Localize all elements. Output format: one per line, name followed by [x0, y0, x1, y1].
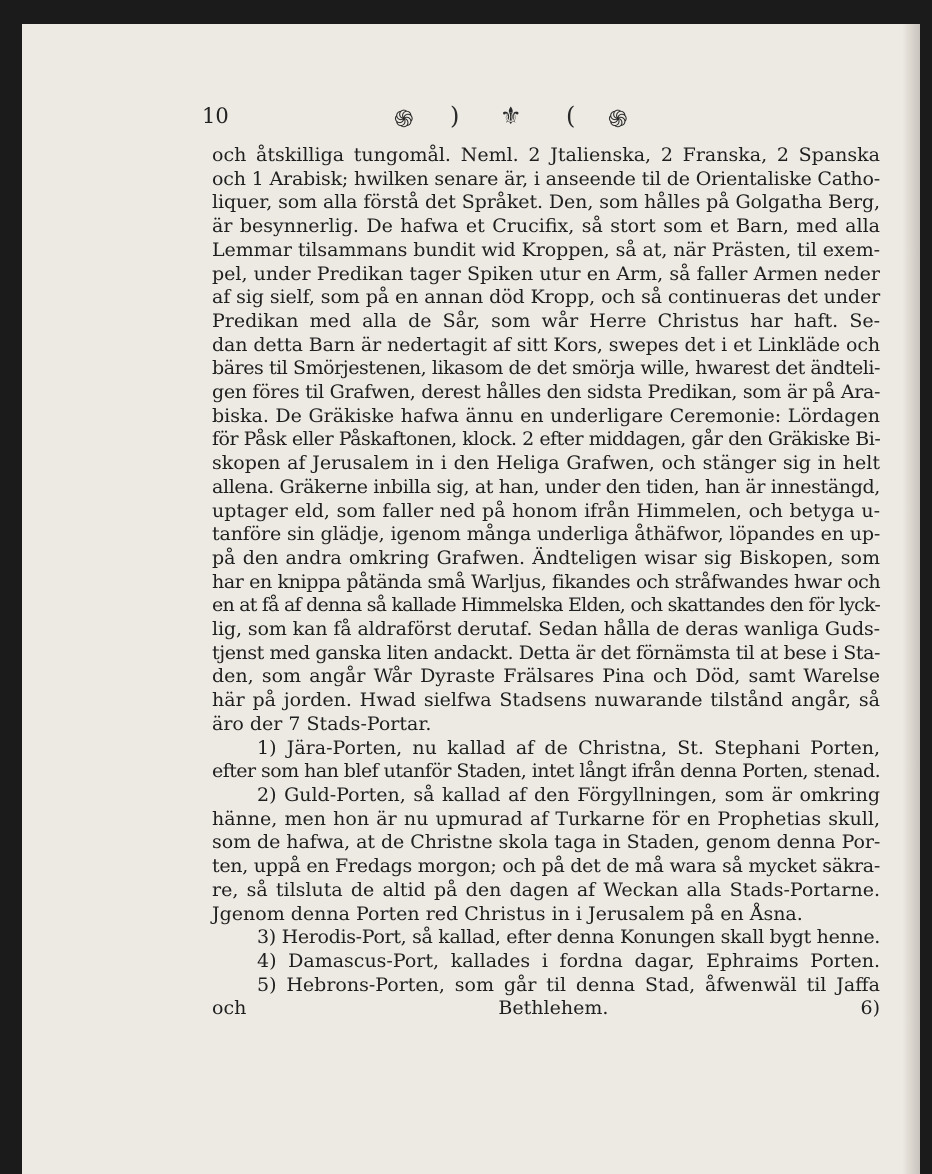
- gate-5-line: och Bethlehem. 6): [212, 997, 880, 1020]
- text-line: äro der 7 Stads-Portar.: [212, 712, 432, 735]
- text-line: har en knippa påtända små Warljus, fikandes och stråfwandes hwar och: [212, 570, 881, 593]
- text-line: af sig sielf, som på en annan död Kropp, och så continueras det under: [212, 286, 881, 309]
- text-line: skopen af Jerusalem in i den Heliga Grafwen, och stänger sig in helt: [212, 452, 880, 475]
- text-line: Lemmar tilsammans bundit wid Kroppen, så at, när Prästen, til exem-: [212, 238, 880, 261]
- text-line: liquer, som alla förstå det Språket. Den, som hålles på Golgatha Berg,: [212, 191, 880, 214]
- gate-2-line: ten, uppå en Fredags morgon; och på det de må wara så mycket säkra-: [212, 855, 880, 878]
- text-line: för Påsk eller Påskaftonen, klock. 2 efter middagen, går den Gräkiske Bi-: [212, 428, 881, 451]
- text-line: pel, under Predikan tager Spiken utur en Arm, så faller Armen neder: [212, 262, 880, 285]
- gate-2-line: hänne, men hon är nu upmurad af Turkarne för en Prophetias skull,: [212, 807, 880, 830]
- ornament-left-icon: ֍: [394, 105, 414, 133]
- book-page: [22, 24, 920, 1174]
- gate-4-line: 4) Damascus-Port, kallades i fordna dagar, Ephraims Porten.: [257, 949, 880, 972]
- ornament-right-icon: ֍: [608, 105, 628, 133]
- gate-2-line: 2) Guld-Porten, så kallad af den Förgyllningen, som är omkring: [257, 783, 880, 806]
- text-line: är besynnerlig. De hafwa et Crucifix, så stort som et Barn, med alla: [212, 215, 880, 238]
- text-line: bäres til Smörjestenen, likasom de det smörja wille, hwarest det ändteli-: [212, 357, 880, 380]
- text-line: biska. De Gräkiske hafwa ännu en underligare Ceremonie: Lördagen: [212, 404, 880, 427]
- text-line: tanföre sin glädje, igenom många underliga åthäfwor, löpandes en up-: [212, 523, 881, 546]
- text-line: lig, som kan få aldraförst derutaf. Sedan hålla de deras wanliga Guds-: [212, 618, 880, 641]
- text-line: gen föres til Grafwen, derest hålles den sidsta Predikan, som är på Ara-: [212, 381, 881, 404]
- text-line: tjenst med ganska liten andackt. Detta är det förnämsta til at bese i Sta-: [212, 641, 880, 664]
- fleur-de-lis-icon: ⚜: [500, 102, 522, 130]
- gate-2-line: re, så tilsluta de altid på den dagen af Weckan alla Stads-Portarne.: [212, 878, 880, 901]
- body-text: [212, 144, 880, 1021]
- gate-3-line: 3) Herodis-Port, så kallad, efter denna Konungen skall bygt henne.: [257, 926, 881, 949]
- gate-5-line: 5) Hebrons-Porten, som går til denna Stad, åfwenwäl til Jaffa: [257, 973, 880, 996]
- text-line: och åtskilliga tungomål. Neml. 2 Jtalienska, 2 Franska, 2 Spanska: [212, 144, 880, 166]
- text-line: uptager eld, som faller ned på honom ifrån Himmelen, och betyga u-: [212, 499, 880, 522]
- gate-1-line: efter som han blef utanför Staden, intet långt ifrån denna Porten, stenad.: [212, 760, 881, 783]
- paren-close: ): [450, 102, 460, 130]
- text-line: här på jorden. Hwad sielfwa Stadsens nuwarande tilstånd angår, så: [212, 689, 880, 712]
- text-line: en at få af denna så kallade Himmelska Elden, och skattandes den för lyck-: [212, 594, 881, 617]
- text-line: dan detta Barn är nedertagit af sitt Kors, swepes det i et Linkläde och: [212, 333, 880, 356]
- page-number: 10: [202, 104, 229, 128]
- gate-2-line: Jgenom denna Porten red Christus in i Jerusalem på en Åsna.: [212, 902, 803, 925]
- text-line: på den andra omkring Grafwen. Ändteligen wisar sig Biskopen, som: [212, 546, 880, 569]
- gate-2-line: som de hafwa, at de Christne skola taga in Staden, genom denna Por-: [212, 831, 881, 854]
- text-line: allena. Gräkerne inbilla sig, at han, under den tiden, han är innestängd,: [212, 475, 880, 498]
- gate-1-line: 1) Jära-Porten, nu kallad af de Christna, St. Stephani Porten,: [257, 736, 880, 759]
- text-line: den, som angår Wår Dyraste Frälsares Pina och Död, samt Warelse: [212, 665, 880, 688]
- paren-open: (: [566, 102, 576, 130]
- text-line: och 1 Arabisk; hwilken senare är, i anseende til de Orientaliske Catho-: [212, 167, 880, 190]
- text-line: Predikan med alla de Sår, som wår Herre Christus har haft. Se-: [212, 309, 880, 332]
